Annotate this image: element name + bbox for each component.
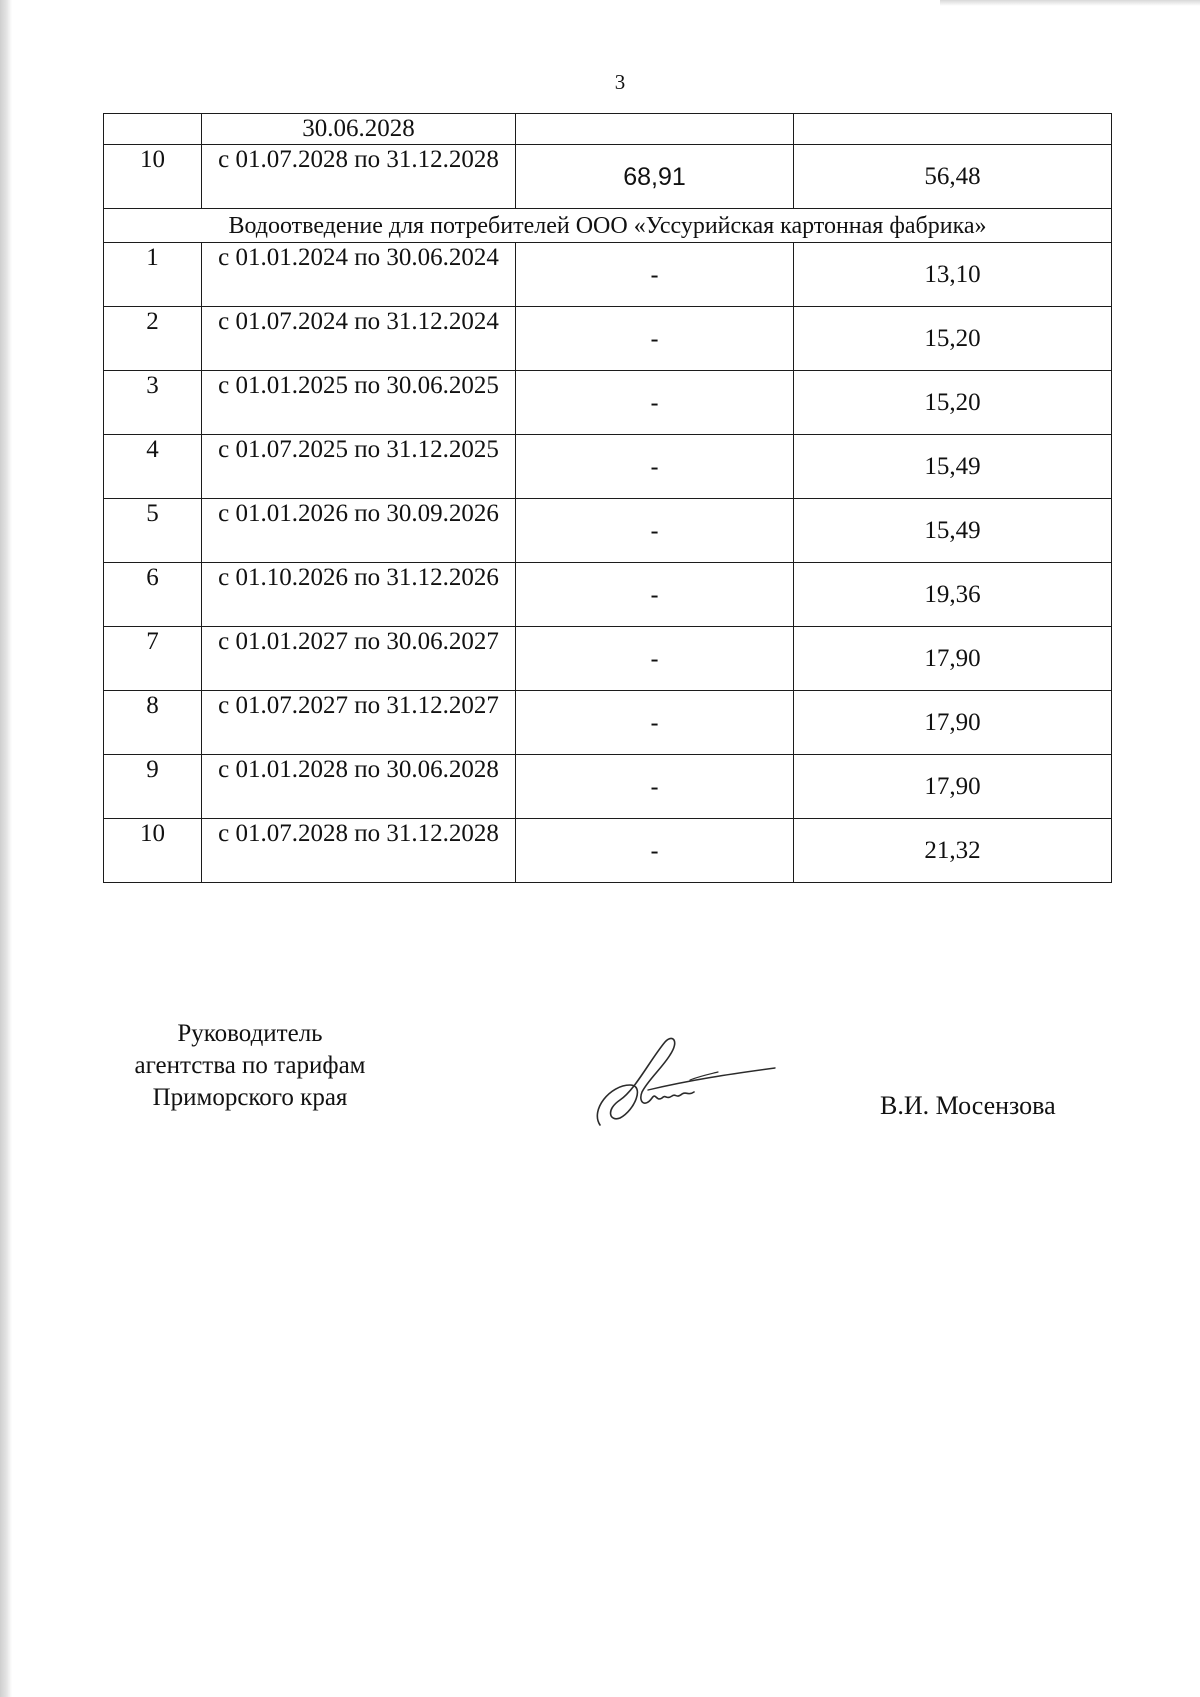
row-value-1: - [516, 627, 794, 691]
row-value-2: 17,90 [794, 627, 1112, 691]
tariff-table [103, 113, 1112, 883]
row-period: с 01.01.2027 по 30.06.2027 [202, 627, 516, 691]
table-row [104, 819, 1112, 883]
row-period: с 01.10.2026 по 31.12.2026 [202, 563, 516, 627]
row-value-2: 15,20 [794, 307, 1112, 371]
row-value-1: - [516, 691, 794, 755]
row-period: с 01.07.2028 по 31.12.2028 [202, 145, 516, 209]
position-line: Приморского края [152, 1084, 348, 1111]
row-number: 4 [104, 435, 202, 499]
row-period: с 01.01.2025 по 30.06.2025 [202, 371, 516, 435]
table-row [104, 307, 1112, 371]
table-row [104, 114, 1112, 145]
table-row [104, 145, 1112, 209]
row-number: 7 [104, 627, 202, 691]
row-period: с 01.07.2027 по 31.12.2027 [202, 691, 516, 755]
row-value-2: 15,20 [794, 371, 1112, 435]
row-value-2: 19,36 [794, 563, 1112, 627]
row-value-1: - [516, 499, 794, 563]
row-value-1 [516, 114, 794, 145]
row-value-2: 13,10 [794, 243, 1112, 307]
row-number: 6 [104, 563, 202, 627]
row-period: с 01.01.2028 по 30.06.2028 [202, 755, 516, 819]
row-value-2: 56,48 [794, 145, 1112, 209]
row-value-1: 68,91 [516, 145, 794, 209]
handwritten-signature [590, 1030, 790, 1130]
row-number: 1 [104, 243, 202, 307]
table-row [104, 563, 1112, 627]
row-value-1: - [516, 755, 794, 819]
row-value-1: - [516, 371, 794, 435]
row-number: 5 [104, 499, 202, 563]
row-value-1: - [516, 435, 794, 499]
row-period: с 01.07.2028 по 31.12.2028 [202, 819, 516, 883]
table-row [104, 691, 1112, 755]
row-value-1: - [516, 563, 794, 627]
row-value-1: - [516, 307, 794, 371]
row-value-1: - [516, 243, 794, 307]
row-number: 10 [104, 145, 202, 209]
row-period: с 01.01.2026 по 30.09.2026 [202, 499, 516, 563]
position-line: Руководитель [177, 1020, 323, 1047]
row-value-2 [794, 114, 1112, 145]
table-row [104, 627, 1112, 691]
row-number [104, 114, 202, 145]
position-line: агентства по тарифам [134, 1052, 366, 1079]
row-value-2: 17,90 [794, 755, 1112, 819]
table-row [104, 371, 1112, 435]
table-row [104, 435, 1112, 499]
signatory-position [100, 1018, 400, 1114]
row-value-2: 15,49 [794, 435, 1112, 499]
row-number: 9 [104, 755, 202, 819]
row-value-2: 21,32 [794, 819, 1112, 883]
section-row [104, 209, 1112, 243]
signer-name: В.И. Мосензова [880, 1091, 1056, 1120]
table-row [104, 499, 1112, 563]
row-number: 3 [104, 371, 202, 435]
scan-top-edge [940, 0, 1200, 6]
row-value-2: 15,49 [794, 499, 1112, 563]
row-number: 2 [104, 307, 202, 371]
row-period: с 01.01.2024 по 30.06.2024 [202, 243, 516, 307]
table-row [104, 243, 1112, 307]
section-title: Водоотведение для потребителей ООО «Уссурийская картонная фабрика» [104, 209, 1112, 243]
row-value-2: 17,90 [794, 691, 1112, 755]
row-period: 30.06.2028 [202, 114, 516, 145]
scan-left-edge [0, 0, 12, 1697]
row-period: с 01.07.2024 по 31.12.2024 [202, 307, 516, 371]
page-number: 3 [614, 70, 626, 94]
row-number: 8 [104, 691, 202, 755]
row-period: с 01.07.2025 по 31.12.2025 [202, 435, 516, 499]
table-row [104, 755, 1112, 819]
row-value-1: - [516, 819, 794, 883]
row-number: 10 [104, 819, 202, 883]
